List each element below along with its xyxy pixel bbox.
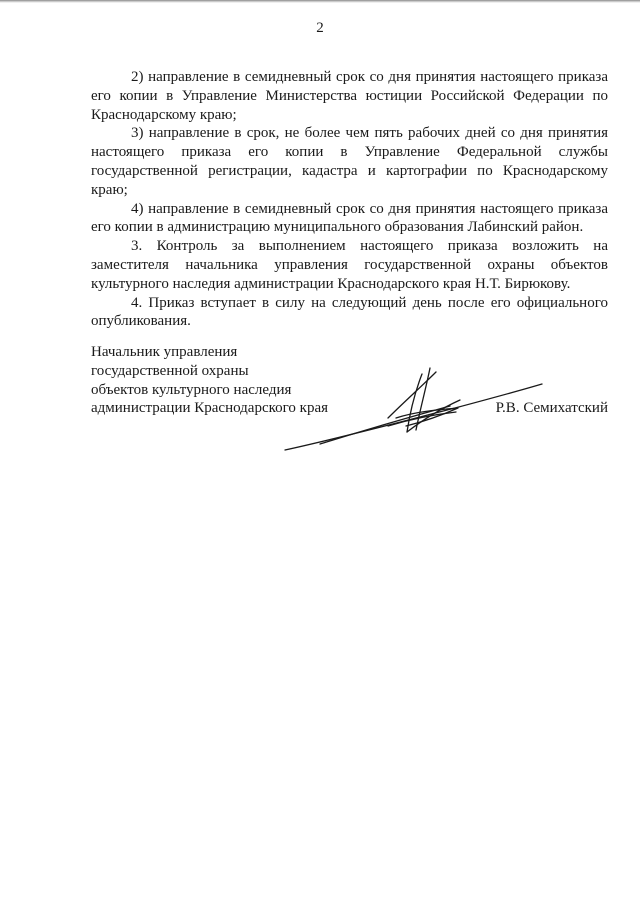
paragraph-item-3: 3) направление в срок, не более чем пять рабочих дней со дня принятия настоящего приказа его копии в Управление Федеральной службы государственной регистрации, кадастра и картографии по Краснодарскому краю; [91, 125, 608, 198]
signer-position-line: Начальник управления [91, 344, 238, 360]
paragraph-effective-date-clause: 4. Приказ вступает в силу на следующий день после его официального опубликования. [91, 294, 608, 330]
paragraph-control-clause: 3. Контроль за выполнением настоящего приказа возложить на заместителя начальника управления государственной охраны объектов культурного наследия администрации Краснодарского края Н.Т. Бирюкову. [91, 238, 608, 292]
signer-position-line: объектов культурного наследия [91, 381, 292, 398]
signer-name: Р.В. Семихатский [495, 400, 608, 417]
handwritten-signature [280, 360, 550, 455]
signer-position-line: администрации Краснодарского края [91, 400, 329, 417]
page-number: 2 [316, 20, 324, 36]
scan-top-edge [0, 0, 640, 3]
document-body [91, 68, 608, 331]
signer-position-line: государственной охраны [91, 362, 249, 379]
paragraph-item-2: 2) направление в семидневный срок со дня принятия настоящего приказа его копии в Управление Министерства юстиции Российской Федерации по Краснодарскому краю; [91, 69, 608, 123]
paragraph-item-4: 4) направление в семидневный срок со дня принятия настоящего приказа его копии в администрацию муниципального образования Лабинский район. [91, 200, 608, 236]
